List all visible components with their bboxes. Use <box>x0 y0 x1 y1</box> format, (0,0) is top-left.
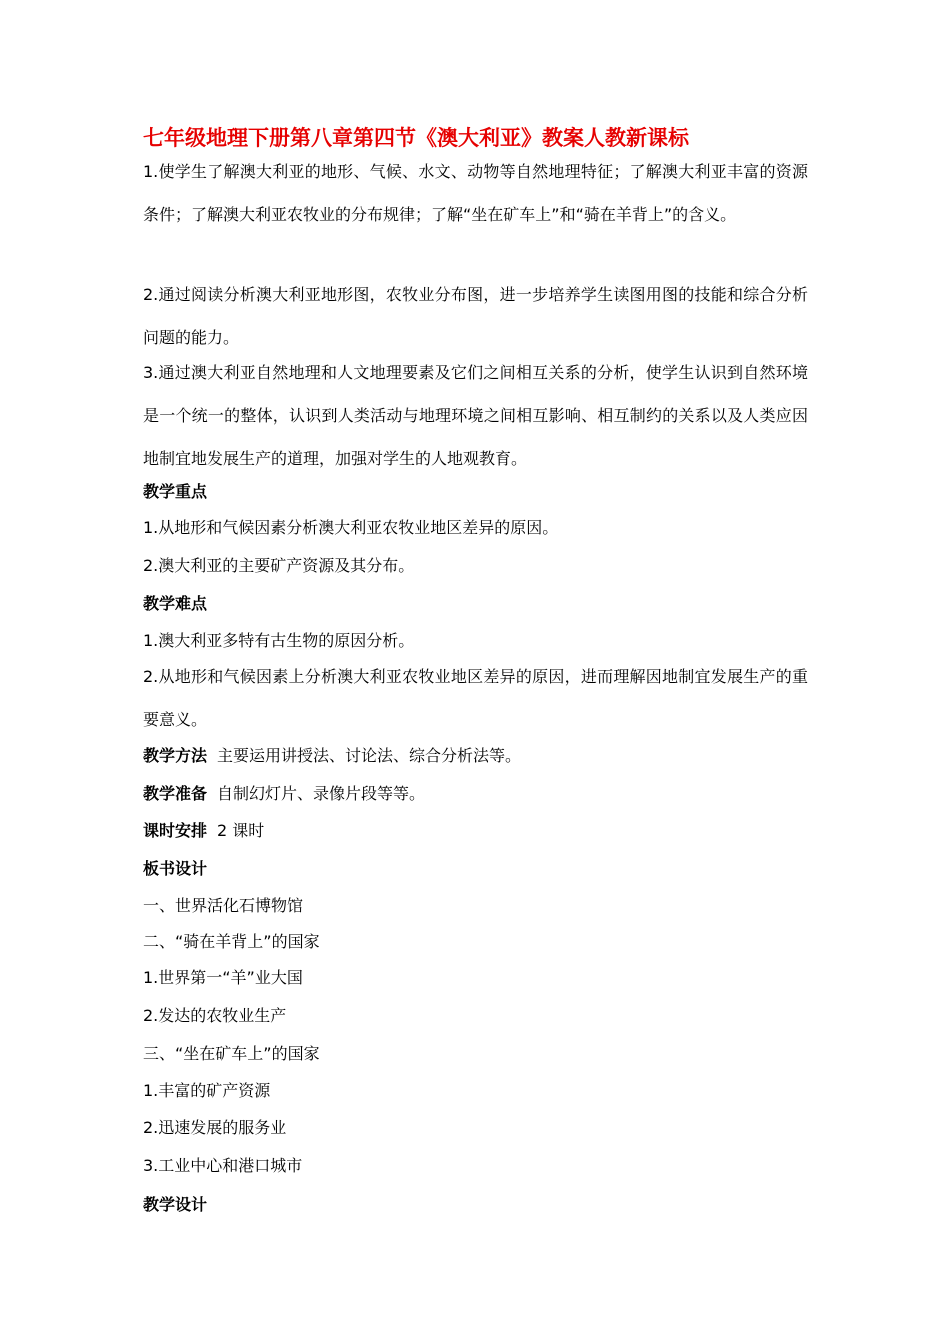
teaching-preparation <box>143 783 425 805</box>
difficulty-2: 2.从地形和气候因素上分析澳大利亚农牧业地区差异的原因，进而理解因地制宜发展生产的重要意义。 <box>143 667 808 729</box>
board-item: 二、“骑在羊背上”的国家 <box>143 932 320 951</box>
board-item: 1.世界第一“羊”业大国 <box>143 968 303 987</box>
teaching-method-label: 教学方法 <box>143 746 208 765</box>
key-point-1: 1.从地形和气候因素分析澳大利亚农牧业地区差异的原因。 <box>143 518 559 537</box>
key-points-heading: 教学重点 <box>143 482 208 501</box>
board-item: 三、“坐在矿车上”的国家 <box>143 1044 320 1063</box>
document-title: 七年级地理下册第八章第四节《澳大利亚》教案人教新课标 <box>143 126 689 150</box>
class-schedule-label: 课时安排 <box>143 821 208 840</box>
board-item: 一、世界活化石博物馆 <box>143 896 304 915</box>
class-schedule-text: 2 课时 <box>217 821 265 840</box>
difficulty-1: 1.澳大利亚多特有古生物的原因分析。 <box>143 631 415 650</box>
teaching-method <box>143 745 521 767</box>
class-schedule <box>143 820 264 842</box>
board-item: 3.工业中心和港口城市 <box>143 1156 303 1175</box>
difficulties-heading: 教学难点 <box>143 594 208 613</box>
objective-1: 1.使学生了解澳大利亚的地形、气候、水文、动物等自然地理特征；了解澳大利亚丰富的资源条件；了解澳大利亚农牧业的分布规律；了解“坐在矿车上”和“骑在羊背上”的含义。 <box>143 162 808 224</box>
teaching-preparation-label: 教学准备 <box>143 784 208 803</box>
board-item: 1.丰富的矿产资源 <box>143 1081 271 1100</box>
board-item: 2.发达的农牧业生产 <box>143 1006 287 1025</box>
teaching-preparation-text: 自制幻灯片、录像片段等等。 <box>217 784 426 803</box>
board-item: 2.迅速发展的服务业 <box>143 1118 287 1137</box>
objective-2: 2.通过阅读分析澳大利亚地形图，农牧业分布图，进一步培养学生读图用图的技能和综合分析问题的能力。 <box>143 285 808 347</box>
teaching-design-heading: 教学设计 <box>143 1195 208 1214</box>
objective-3: 3.通过澳大利亚自然地理和人文地理要素及它们之间相互关系的分析，使学生认识到自然环境是一个统一的整体，认识到人类活动与地理环境之间相互影响、相互制约的关系以及人类应因地制宜地发展生产的道理，加强对学生的人地观教育。 <box>143 363 808 468</box>
board-design-heading: 板书设计 <box>143 859 208 878</box>
key-point-2: 2.澳大利亚的主要矿产资源及其分布。 <box>143 556 415 575</box>
teaching-method-text: 主要运用讲授法、讨论法、综合分析法等。 <box>217 746 522 765</box>
